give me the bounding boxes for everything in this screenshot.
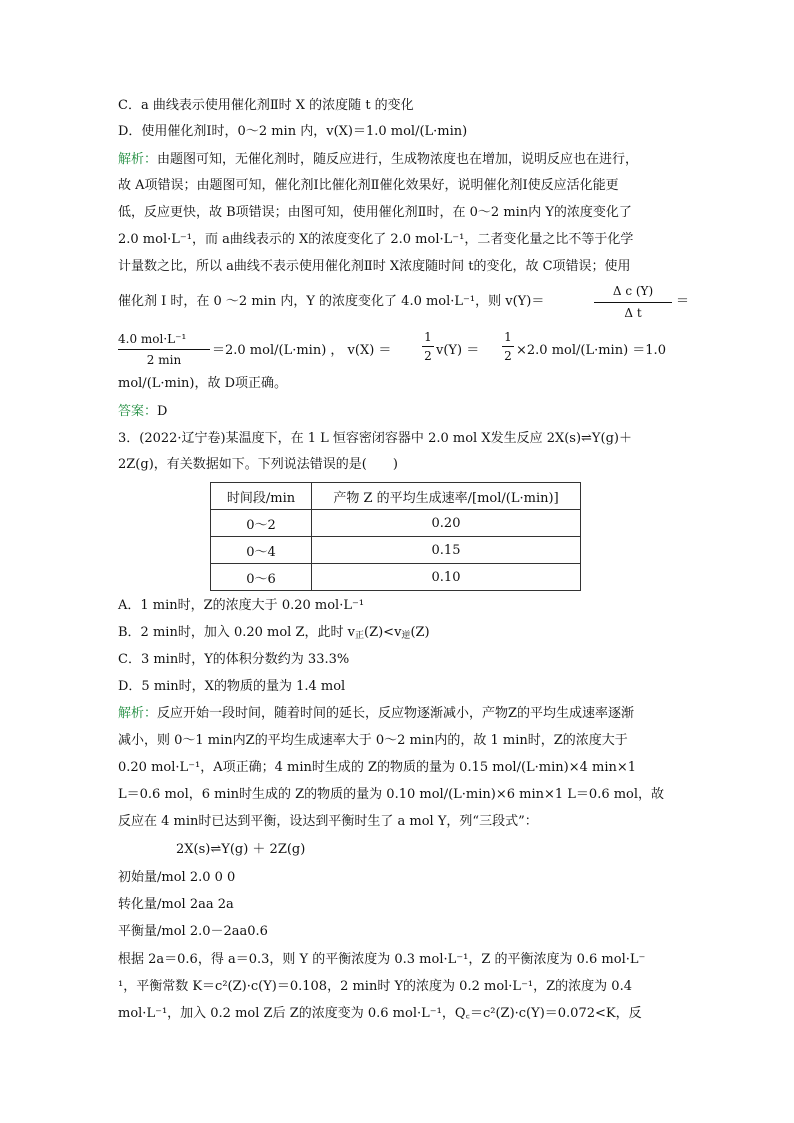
answer-label: 答案： xyxy=(118,404,158,419)
half2-numerator: 1 xyxy=(504,330,512,344)
analysis1-line6: 催化剂 Ⅰ 时，在 0 ～2 min 内，Y 的浓度变化了 4.0 mol·L⁻¹，则 v(Y)＝ xyxy=(118,294,545,309)
option-c: C．3 min时，Y的体积分数约为 33.3% xyxy=(118,652,350,667)
frac1-bar xyxy=(594,302,672,303)
table-cell: 0.15 xyxy=(312,537,581,564)
frac1-numerator: Δ c (Y) xyxy=(612,284,654,298)
analysis2-line6: 根据 2a＝0.6，得 a＝0.3，则 Y 的平衡浓度为 0.3 mol·L⁻¹，Z 的平衡浓度为 0.6 mol·L⁻ xyxy=(118,952,646,967)
three-stage-initial: 初始量/mol 2.0 0 0 xyxy=(118,870,236,885)
analysis2-line7: ¹，平衡常数 K＝c²(Z)·c(Y)＝0.108，2 min时 Y的浓度为 0.2 mol·L⁻¹，Z的浓度为 0.4 xyxy=(118,979,632,994)
analysis1-line8: mol/(L·min)，故 D项正确。 xyxy=(118,376,288,391)
option-b: B．2 min时，加入 0.20 mol Z，此时 $v_正(Z)<v_逆(Z)$ xyxy=(118,625,430,641)
analysis1-line2: 故 A项错误；由题图可知，催化剂Ⅰ比催化剂Ⅱ催化效果好，说明催化剂Ⅰ使反应活化能更 xyxy=(118,178,619,193)
frac2-denominator: 2 min xyxy=(146,353,182,367)
half2-denominator: 2 xyxy=(504,349,512,363)
analysis2-line5: 反应在 4 min时已达到平衡，设达到平衡时生了 a mol Y，列“三段式”： xyxy=(118,814,538,829)
question3-line2: 2Z(g)，有关数据如下。下列说法错误的是( ) xyxy=(118,457,398,472)
analysis1-line3: 低，反应更快，故 B项错误；由图可知，使用催化剂Ⅱ时，在 0～2 min内 Y的浓度变化了 xyxy=(118,205,632,220)
analysis2-line2: 减小，则 0～1 min内Z的平均生成速率大于 0～2 min内的，故 1 min时，Z的浓度大于 xyxy=(118,733,628,748)
half2-bar xyxy=(502,346,514,347)
answer-line xyxy=(118,402,167,422)
table-cell: 0～6 xyxy=(211,564,312,591)
table-cell: 0.10 xyxy=(312,564,581,591)
table-row xyxy=(211,537,581,564)
table-cell: 0～2 xyxy=(211,510,312,537)
three-stage-equilibrium: 平衡量/mol 2.0－2aa0.6 xyxy=(118,924,268,939)
half1-bar xyxy=(422,346,434,347)
table-cell: 0.20 xyxy=(312,510,581,537)
three-stage-change: 转化量/mol 2aa 2a xyxy=(118,897,234,912)
analysis2-line8: mol·L⁻¹，加入 0.2 mol Z后 Z的浓度变为 0.6 mol·L⁻¹，Q꜀＝c²(Z)·c(Y)＝0.072<K，反 xyxy=(118,1006,642,1021)
table-row xyxy=(211,510,581,537)
option-a: A．1 min时，Z的浓度大于 0.20 mol·L⁻¹ xyxy=(118,598,365,613)
table-header: 时间段/min xyxy=(211,483,312,510)
frac2-numerator: 4.0 mol·L⁻¹ xyxy=(118,332,187,346)
table-header: 产物 Z 的平均生成速率/[mol/(L·min)] xyxy=(312,483,581,510)
analysis2-line3: 0.20 mol·L⁻¹，A项正确；4 min时生成的 Z的物质的量为 0.15 mol/(L·min)×4 min×1 xyxy=(118,760,637,775)
analysis1-line7b: v(Y) ＝ xyxy=(436,343,480,358)
table-cell: 0～4 xyxy=(211,537,312,564)
frac2-bar xyxy=(118,349,210,350)
half1-numerator: 1 xyxy=(424,330,432,344)
question3-line1: 3．(2022·辽宁卷)某温度下，在 1 L 恒容密闭容器中 2.0 mol X发生反应 2X(s)⇌Y(g)＋ xyxy=(118,431,632,446)
analysis2-line1: 解析：反应开始一段时间，随着时间的延长，反应物逐渐减小，产物Z的平均生成速率逐渐 xyxy=(118,706,635,721)
table-row xyxy=(211,564,581,591)
frac1-equals: ＝ xyxy=(676,294,690,309)
analysis1-line4: 2.0 mol·L⁻¹，而 a曲线表示的 X的浓度变化了 2.0 mol·L⁻¹，二者变化量之比不等于化学 xyxy=(118,232,634,247)
analysis2-line4: L＝0.6 mol，6 min时生成的 Z的物质的量为 0.10 mol/(L·min)×6 min×1 L＝0.6 mol，故 xyxy=(118,787,665,802)
option-d: D．5 min时，X的物质的量为 1.4 mol xyxy=(118,679,346,694)
option-c-prev: C．a 曲线表示使用催化剂Ⅱ时 X 的浓度随 t 的变化 xyxy=(118,98,414,113)
frac1-denominator: Δ t xyxy=(624,306,642,320)
analysis1-line7c: ×2.0 mol/(L·min) ＝1.0 xyxy=(516,343,666,358)
answer-value: D xyxy=(157,404,168,419)
rate-table xyxy=(210,482,581,591)
analysis1-line5: 计量数之比，所以 a曲线不表示使用催化剂Ⅱ时 X浓度随时间 t的变化，故 C项错误；使用 xyxy=(118,259,631,274)
half1-denominator: 2 xyxy=(424,349,432,363)
table-header-row xyxy=(211,483,581,510)
analysis1-line7a: ＝2.0 mol/(L·min) ， v(X) ＝ xyxy=(212,343,392,358)
three-stage-equation: 2X(s)⇌Y(g) ＋ 2Z(g) xyxy=(176,842,306,857)
analysis1-line1: 解析：由题图可知，无催化剂时，随反应进行，生成物浓度也在增加，说明反应也在进行， xyxy=(118,152,639,167)
analysis-label: 解析： xyxy=(118,706,158,721)
option-d-prev: D．使用催化剂Ⅰ时，0～2 min 内，v(X)＝1.0 mol/(L·min) xyxy=(118,124,468,139)
analysis-label: 解析： xyxy=(118,152,158,167)
